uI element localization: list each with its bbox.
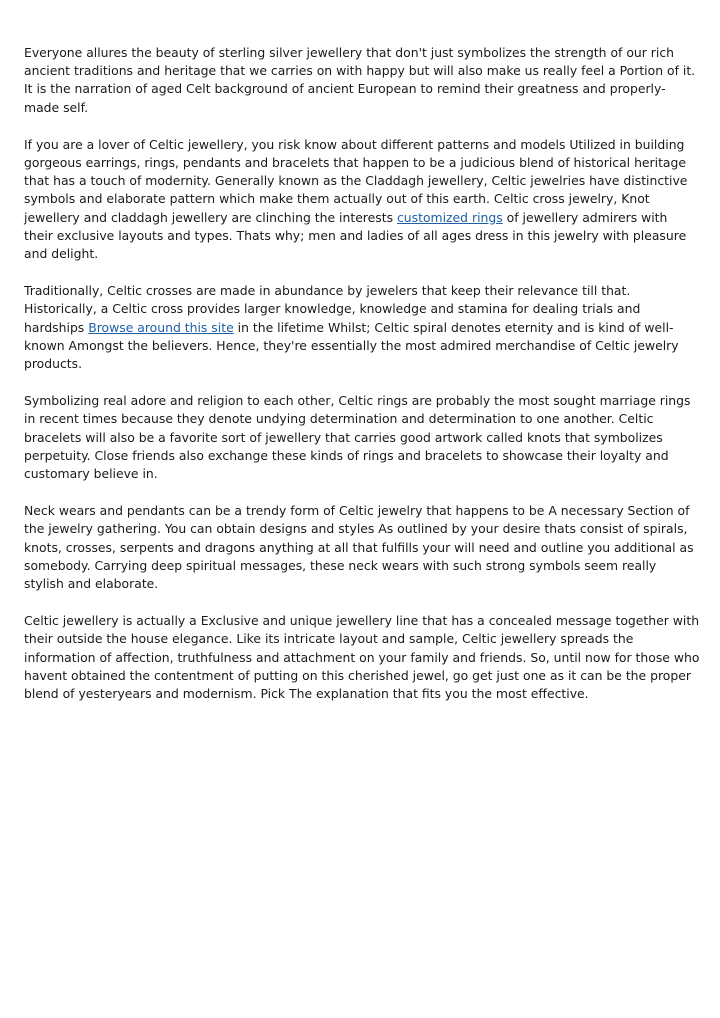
paragraph-5-text: Neck wears and pendants can be a trendy form of Celtic jewelry that happens to be A necessary Section of the jewelry gathering. You can obtain designs and styles As outlined by your desire thats consist of spirals, knots, crosses, serpents and dragons anything at all that fulfills your will need and outline you additional as somebody. Carrying deep spiritual messages, these neck wears with such strong symbols seem really stylish and elaborate. [24, 503, 694, 592]
paragraph-4 [24, 392, 700, 483]
paragraph-1 [24, 44, 700, 117]
paragraph-6-text: Celtic jewellery is actually a Exclusive and unique jewellery line that has a concealed message together with their outside the house elegance. Like its intricate layout and sample, Celtic jewellery spreads the information of affection, truthfulness and attachment on your family and friends. So, until now for those who havent obtained the contentment of putting on this cherished jewel, go get just one as it can be the proper blend of yesteryears and modernism. Pick The explanation that fits you the most effective. [24, 613, 700, 702]
paragraph-2-text-after: of jewellery admirers with their exclusive layouts and types. Thats why; men and ladies of all ages dress in this jewelry with pleasure and delight. [24, 209, 687, 262]
paragraph-6 [24, 612, 700, 703]
paragraph-3-text-after: in the lifetime Whilst; Celtic spiral denotes eternity and is kind of well-known Amongst the believers. Hence, they're essentially the most admired merchandise of Celtic jewelry products. [24, 319, 679, 372]
browse-around-this-site-link[interactable]: Browse around this site [88, 319, 234, 335]
customized-rings-link[interactable]: customized rings [396, 209, 503, 225]
paragraph-5 [24, 502, 700, 593]
paragraph-2 [24, 136, 700, 263]
paragraph-1-text: Everyone allures the beauty of sterling silver jewellery that don't just symbolizes the strength of our rich ancient traditions and heritage that we carries on with happy but will also make us really feel a Portion of it. It is the narration of aged Celt background of ancient European to remind their greatness and properly-made self. [24, 45, 696, 115]
paragraph-3-text-before: Traditionally, Celtic crosses are made in abundance by jewelers that keep their relevance till that. Historically, a Celtic cross provides larger knowledge, knowledge and stamina for dealing trials and hardships [24, 283, 641, 335]
paragraph-2-text-before: If you are a lover of Celtic jewellery, you risk know about different patterns and models Utilized in building gorgeous earrings, rings, pendants and bracelets that happen to be a judicious blend of historical heritage that has a touch of modernity. Generally known as the Claddagh jewellery, Celtic jewelries have distinctive symbols and elaborate pattern which make them actually out of this earth. Celtic cross jewelry, Knot jewellery and claddagh jewellery are clinching the interests [24, 136, 688, 225]
paragraph-3 [24, 282, 700, 373]
document-body [24, 44, 700, 722]
paragraph-4-text: Symbolizing real adore and religion to each other, Celtic rings are probably the most sought marriage rings in recent times because they denote undying determination and determination to one another. Celtic bracelets will also be a favorite sort of jewellery that carries good artwork called knots that symbolizes perpetuity. Close friends also exchange these kinds of rings and bracelets to showcase their loyalty and customary believe in. [24, 393, 691, 482]
